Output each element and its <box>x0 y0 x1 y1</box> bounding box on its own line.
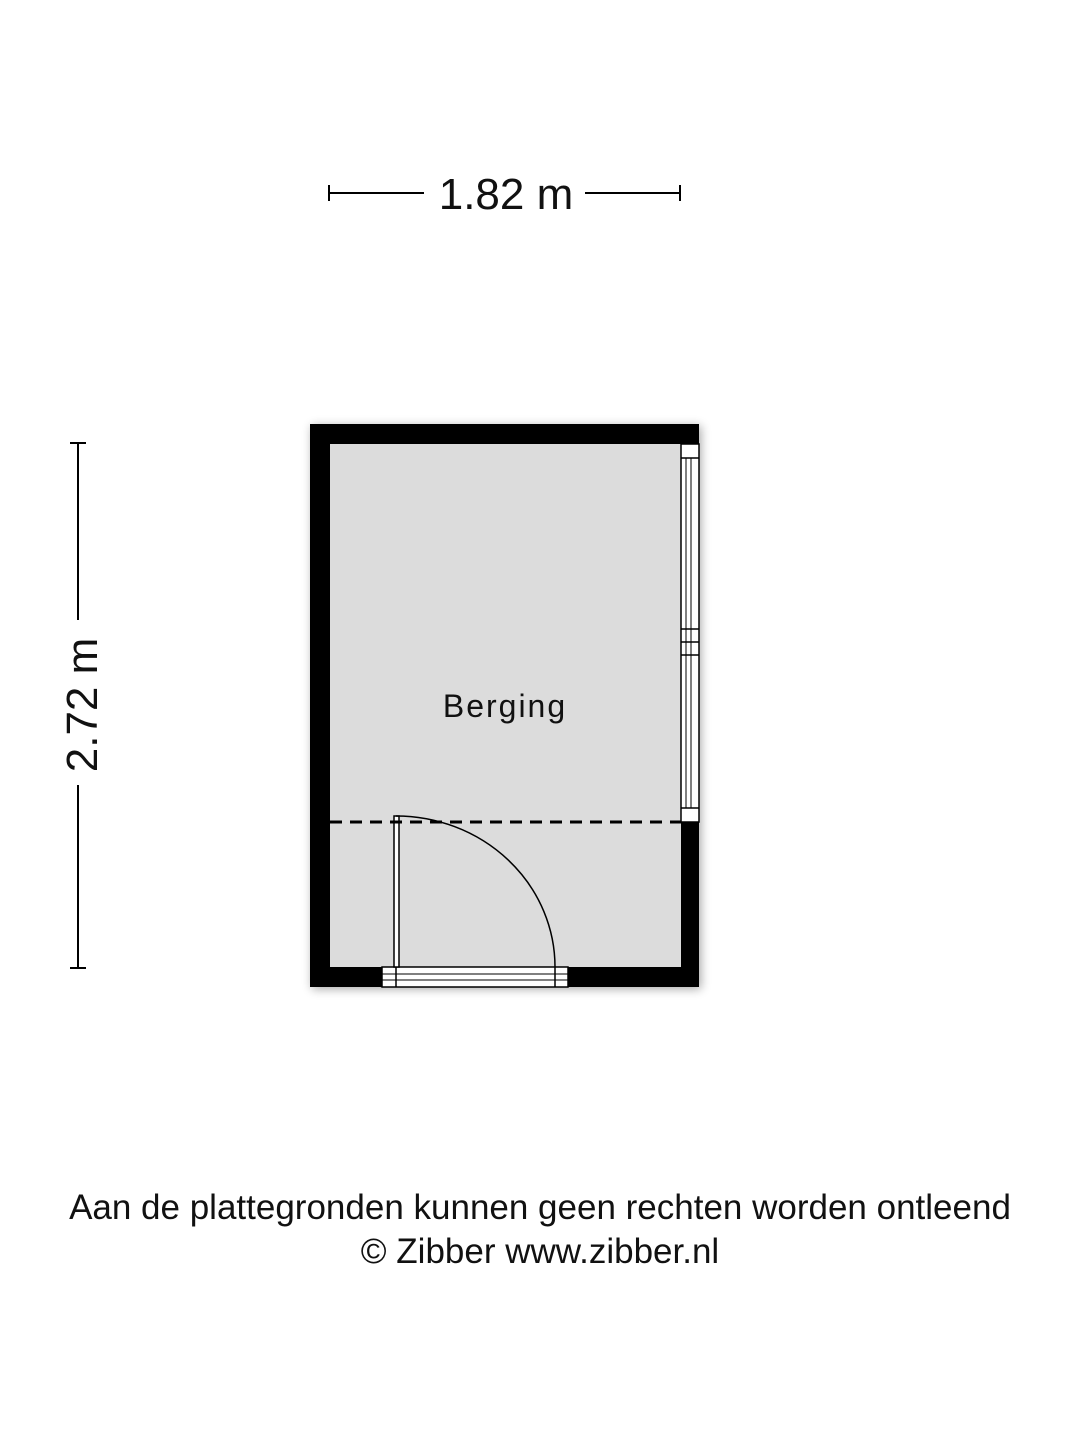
disclaimer-text: Aan de plattegronden kunnen geen rechten worden ontleend <box>69 1188 1011 1227</box>
width-label: 1.82 m <box>438 170 574 219</box>
door-leaf <box>394 816 399 967</box>
height-dimension <box>58 443 107 968</box>
wall-bottom-left <box>310 967 382 987</box>
room-label: Berging <box>442 688 568 724</box>
wall-top <box>310 424 699 444</box>
width-dimension <box>329 170 680 219</box>
copyright-text: © Zibber www.zibber.nl <box>360 1232 720 1271</box>
window-right <box>681 444 699 822</box>
wall-left <box>310 424 330 987</box>
wall-right-lower <box>681 822 699 987</box>
wall-right-upper <box>681 424 699 444</box>
height-label: 2.72 m <box>58 637 107 773</box>
door-frame <box>382 967 568 987</box>
wall-bottom-right <box>568 967 699 987</box>
